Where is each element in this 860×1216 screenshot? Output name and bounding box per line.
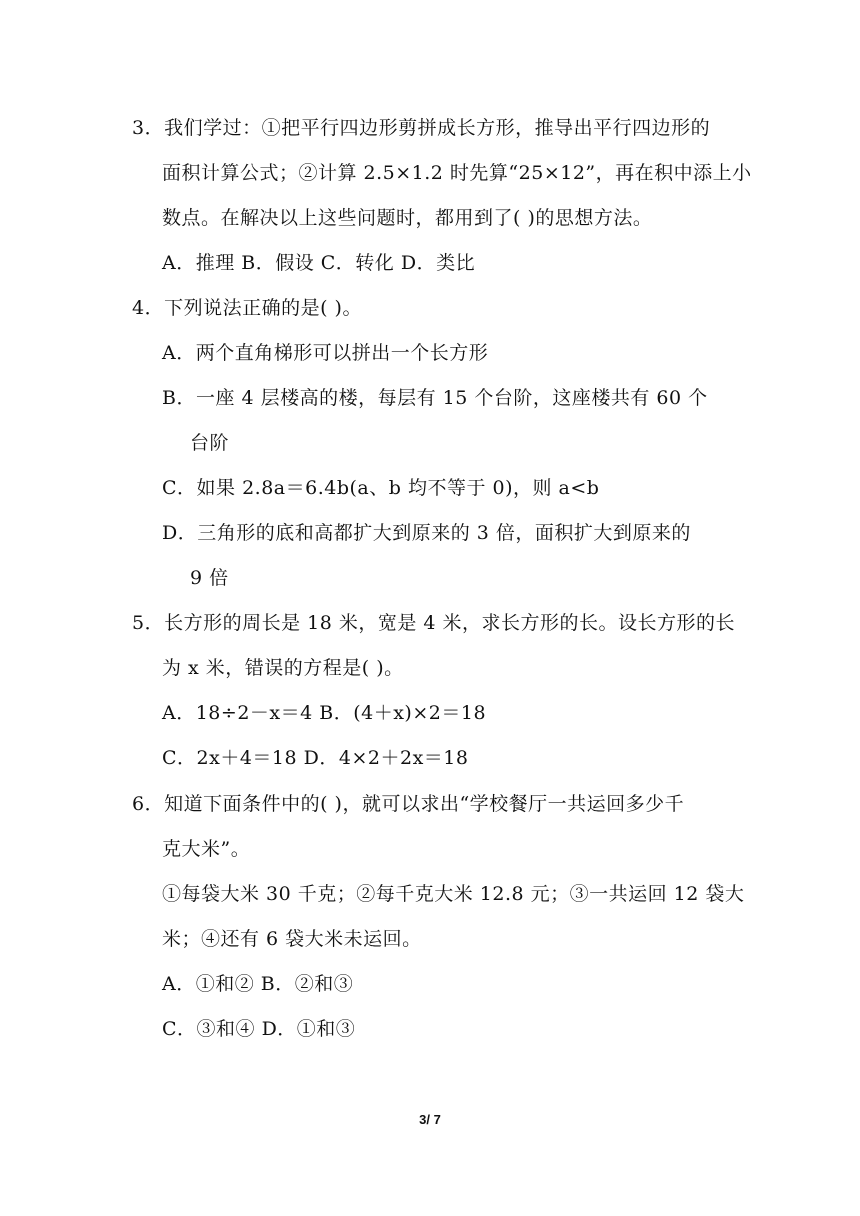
question-3-stem-line-1: 3．我们学过：①把平行四边形剪拼成长方形，推导出平行四边形的: [132, 117, 711, 139]
question-5-options-cd: C．2x＋4＝18 D．4×2＋2x＝18: [162, 747, 469, 769]
question-5-stem-line-1: 5．长方形的周长是 18 米，宽是 4 米，求长方形的长。设长方形的长: [132, 612, 736, 634]
question-3-stem-line-3: 数点。在解决以上这些问题时，都用到了( )的思想方法。: [162, 207, 653, 229]
question-4-stem: 4．下列说法正确的是( )。: [132, 297, 362, 319]
question-3-options: A．推理 B．假设 C．转化 D．类比: [162, 252, 476, 274]
question-4-option-a: A．两个直角梯形可以拼出一个长方形: [162, 342, 489, 364]
question-6-options-cd: C．③和④ D．①和③: [162, 1018, 356, 1040]
question-3-stem-line-2: 面积计算公式；②计算 2.5×1.2 时先算“25×12”，再在积中添上小: [162, 162, 752, 184]
question-6-stem-line-2: 克大米”。: [162, 838, 251, 860]
question-4-option-b: B．一座 4 层楼高的楼，每层有 15 个台阶，这座楼共有 60 个: [162, 387, 708, 409]
question-4-option-c: C．如果 2.8a＝6.4b(a、b 均不等于 0)，则 a<b: [162, 477, 600, 499]
question-4-option-b-continued: 台阶: [190, 432, 230, 454]
question-4-option-d-continued: 9 倍: [190, 567, 229, 589]
question-5-options-ab: A．18÷2－x＝4 B．(4＋x)×2＝18: [162, 702, 487, 724]
question-5-stem-line-2: 为 x 米，错误的方程是( )。: [162, 657, 404, 679]
question-6-stem-line-1: 6．知道下面条件中的( )，就可以求出“学校餐厅一共运回多少千: [132, 793, 685, 815]
question-6-options-ab: A．①和② B．②和③: [162, 973, 354, 995]
question-4-option-d: D．三角形的底和高都扩大到原来的 3 倍，面积扩大到原来的: [162, 522, 691, 544]
question-6-conditions-line-2: 米；④还有 6 袋大米未运回。: [162, 928, 422, 950]
question-6-conditions-line-1: ①每袋大米 30 千克；②每千克大米 12.8 元；③一共运回 12 袋大: [162, 883, 745, 905]
page-number: 3/ 7: [419, 1112, 441, 1127]
